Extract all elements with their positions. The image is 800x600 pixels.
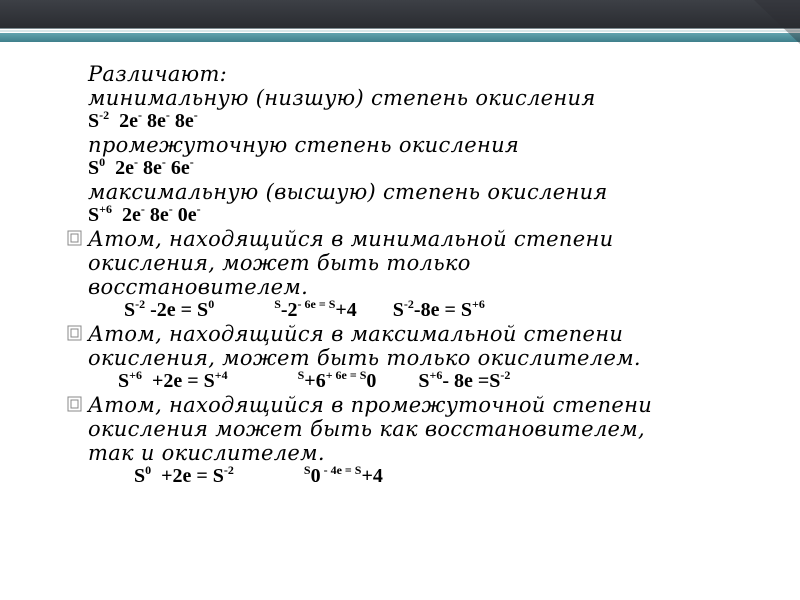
- electron-count: 6e: [165, 157, 190, 179]
- oxidation-state: + 6e = S: [325, 368, 367, 382]
- reaction-row: [60, 299, 780, 322]
- reaction-text: [228, 370, 298, 392]
- reaction-row: [60, 370, 780, 393]
- reaction-text: -8e = S: [413, 299, 472, 321]
- oxidation-state: -2: [135, 297, 146, 311]
- oxidation-state: -2: [500, 368, 511, 382]
- bullet-line: Атом, находящийся в максимальной степени: [88, 322, 624, 346]
- oxidation-state: +6: [99, 202, 112, 216]
- oxidation-state: S: [303, 463, 311, 477]
- oxidation-state: 0: [208, 297, 215, 311]
- header-accent-bar: [0, 33, 800, 42]
- slide-content: [60, 62, 780, 488]
- electron-count: 0e: [172, 204, 197, 226]
- formula-base: S: [88, 157, 100, 179]
- bullet-line: Атом, находящийся в промежуточной степени: [88, 393, 653, 417]
- min-oxidation-formula: [60, 110, 780, 133]
- reaction-text: 0: [310, 465, 321, 487]
- reaction-text: -2: [280, 299, 298, 321]
- reaction-text: +6: [304, 370, 326, 392]
- reaction-text: - 8e =S: [442, 370, 501, 392]
- oxidation-state: +6: [471, 297, 485, 311]
- electron-count: 2e: [109, 110, 139, 132]
- max-oxidation-formula: [60, 204, 780, 227]
- electron-charge: -: [193, 108, 198, 122]
- bullet-line: так и окислителем.: [88, 441, 325, 465]
- bullet-line: восстановителем.: [88, 275, 309, 299]
- oxidation-state: S: [297, 368, 305, 382]
- oxidation-state: - 4e = S: [320, 463, 362, 477]
- oxidation-state: [376, 368, 418, 382]
- reaction-row: [60, 465, 780, 488]
- bullet-min: [60, 227, 780, 299]
- electron-count: 8e: [144, 204, 169, 226]
- oxidation-state: -2: [99, 108, 110, 122]
- electron-count: 2e: [105, 157, 135, 179]
- reaction-text: S: [418, 370, 430, 392]
- electron-charge: -: [134, 155, 139, 169]
- reaction-text: [234, 465, 304, 487]
- mid-oxidation-label: промежуточную степень окисления: [88, 133, 520, 157]
- electron-charge: -: [140, 202, 145, 216]
- bullet-icon: [66, 324, 84, 342]
- reaction-text: S: [392, 299, 404, 321]
- intro-text: Различают:: [88, 62, 228, 86]
- mid-oxidation-formula: [60, 157, 780, 180]
- bullet-icon: [66, 229, 84, 247]
- electron-count: 8e: [138, 157, 162, 179]
- min-oxidation-label: минимальную (низшую) степень окисления: [88, 86, 596, 110]
- electron-charge: -: [161, 155, 166, 169]
- reaction-text: +4: [361, 465, 383, 487]
- reaction-text: -2e = S: [145, 299, 209, 321]
- bullet-max: [60, 322, 780, 370]
- oxidation-state: S: [274, 297, 281, 311]
- bullet-icon: [66, 395, 84, 413]
- reaction-text: S: [124, 299, 136, 321]
- formula-base: S: [88, 110, 100, 132]
- electron-charge: -: [189, 155, 194, 169]
- bullet-mid: [60, 393, 780, 465]
- bullet-line: окисления, может быть только окислителем.: [88, 346, 641, 370]
- electron-charge: -: [196, 202, 201, 216]
- electron-charge: -: [165, 108, 170, 122]
- oxidation-state: -2: [223, 463, 234, 477]
- reaction-text: +2e = S: [151, 465, 224, 487]
- max-oxidation-label: максимальную (высшую) степень окисления: [88, 180, 608, 204]
- oxidation-state: 0: [99, 155, 106, 169]
- electron-count: 2e: [111, 204, 141, 226]
- header-dark-bar: [0, 0, 800, 28]
- oxidation-state: [357, 297, 393, 311]
- corner-decoration: [754, 0, 800, 44]
- reaction-text: S: [134, 465, 146, 487]
- oxidation-state: 0: [145, 463, 152, 477]
- bullet-line: Атом, находящийся в минимальной степени: [88, 227, 614, 251]
- oxidation-state: +6: [429, 368, 443, 382]
- bullet-line: окисления может быть как восстановителем,: [88, 417, 645, 441]
- electron-count: 8e: [169, 110, 194, 132]
- electron-count: 8e: [142, 110, 166, 132]
- electron-charge: -: [168, 202, 173, 216]
- reaction-text: +2e = S: [141, 370, 215, 392]
- formula-base: S: [88, 204, 100, 226]
- oxidation-state: +6: [129, 368, 142, 382]
- bullet-line: окисления, может быть только: [88, 251, 471, 275]
- oxidation-state: +4: [214, 368, 228, 382]
- reaction-text: +4: [335, 299, 357, 321]
- oxidation-state: - 6e = S: [297, 297, 336, 311]
- oxidation-state: -2: [403, 297, 414, 311]
- electron-charge: -: [138, 108, 143, 122]
- reaction-text: 0: [366, 370, 377, 392]
- reaction-text: S: [118, 370, 130, 392]
- reaction-text: [214, 299, 274, 321]
